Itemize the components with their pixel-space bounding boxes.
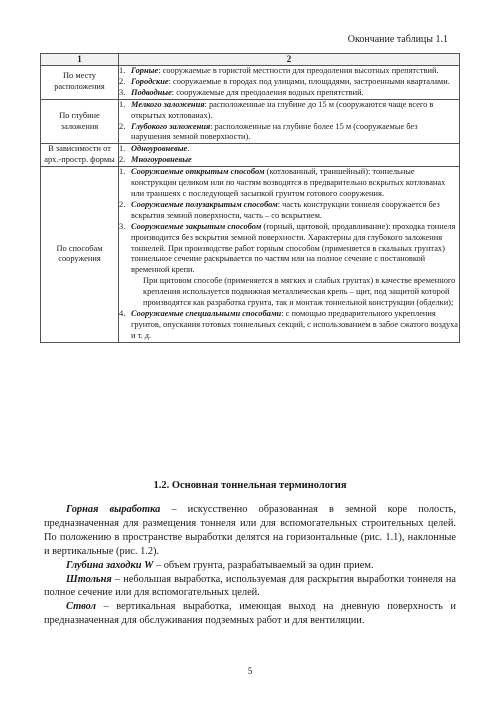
table-row xyxy=(41,66,460,100)
row-items xyxy=(119,144,460,167)
list-item: 1. Сооружаемые открытым способом (котлованный, траншейный): тоннельные конструкции целиком или по частям возводятся в предварительно вскрытых котлованах или траншеях с последующей засыпкой грунтом готового сооружения. xyxy=(119,167,446,198)
list-item: 1. Одноуровневые. xyxy=(119,144,190,154)
list-item: 1. Горные: сооружаемые в гористой местности для преодоления высотных препятствий. xyxy=(119,66,439,75)
table-row xyxy=(41,167,460,343)
table-header-row xyxy=(41,54,460,66)
table-caption: Окончание таблицы 1.1 xyxy=(347,34,448,45)
list-item: 2. Сооружаемые полузакрытым способом: часть конструкции тоннеля сооружается без вскрытия земной поверхности, часть – со вскрытием. xyxy=(119,199,440,220)
row-category: В зависимости от арх.-простр. формы xyxy=(41,144,119,167)
page-number: 5 xyxy=(247,666,253,676)
list-item: 2. Многоуровневые xyxy=(119,155,192,165)
paragraph: Глубина заходки W – объем грунта, разрабатываемый за один прием. xyxy=(66,559,374,571)
table-row xyxy=(41,144,460,167)
paragraph: Ствол – вертикальная выработка, имеющая выход на дневную поверхность и предназначенная для обслуживания подземных работ и для вентиляции. xyxy=(44,601,456,627)
paragraph: Горная выработка – искусственно образованная в земной коре полость, предназначенная для размещения тоннеля или для вспомогательных строительных целей. По положению в пространстве выработки делятся на горизонтальные (рис. 1.1), наклонные и вертикальные (рис. 1.2). xyxy=(44,504,456,557)
list-item: 4. Сооружаемые специальными способами: с помощью предварительного укрепления грунтов, опускания готовых тоннельных секций, с использованием в забое сжатого воздуха и т. д. xyxy=(119,308,458,340)
row-items xyxy=(119,167,460,343)
row-category: По месту расположения xyxy=(41,66,119,100)
section-title: 1.2. Основная тоннельная терминология xyxy=(153,480,347,491)
list-item: 1. Мелкого заложения: расположенные на глубине до 15 м (сооружаются чаще всего в открытых котлованах). xyxy=(119,99,434,120)
list-item: 2. Городские: сооружаемые в городах под улицами, площадями, застроенными кварталами. xyxy=(119,76,450,86)
row-category: По способам сооружения xyxy=(41,167,119,343)
list-item: 2. Глубокого заложения: расположенные на глубине более 15 м (сооружаемые без нарушения земной поверхности). xyxy=(119,121,418,142)
paragraph: Штольня – небольшая выработка, используемая для раскрытия выработки тоннеля на полное сечение или для вспомогательных целей. xyxy=(44,573,456,599)
table-header-col-1: 1 xyxy=(41,54,119,66)
row-items xyxy=(119,99,460,144)
list-item-continuation: При щитовом способе (применяется в мягких и слабых грунтах) в качестве временного крепления используется подвижная металлическая крепь – щит, под защитой которой производятся как разработка грунта, так и монтаж тоннельной конструкции (обделки); xyxy=(143,276,456,308)
list-item: 3. Подводные: сооружаемые для преодоления водных препятствий. xyxy=(119,87,364,97)
body-text xyxy=(44,503,456,628)
table-header-col-2: 2 xyxy=(119,54,460,66)
list-item: 3. Сооружаемые закрытым способом (горный, щитовой, продавливание): проходка тоннеля производится без вскрытия земной поверхности. Характерны для глубокого заложения тоннелей. При производстве работ горным способом (применяется в скальных грунтах) тоннельное сечение раскрывается по частям или на полное сечение с постановкой временной крепи. При щитовом способе (применяется в мягких и слабых грунтах) в качестве временного крепления используется подвижная металлическая крепь – щит, под защитой которой производятся как разработка грунта, так и монтаж тоннельной конструкции (обделки); xyxy=(119,222,459,309)
table-row xyxy=(41,99,460,144)
row-category: По глубине заложения xyxy=(41,99,119,144)
row-items xyxy=(119,66,460,100)
classification-table xyxy=(40,53,460,343)
